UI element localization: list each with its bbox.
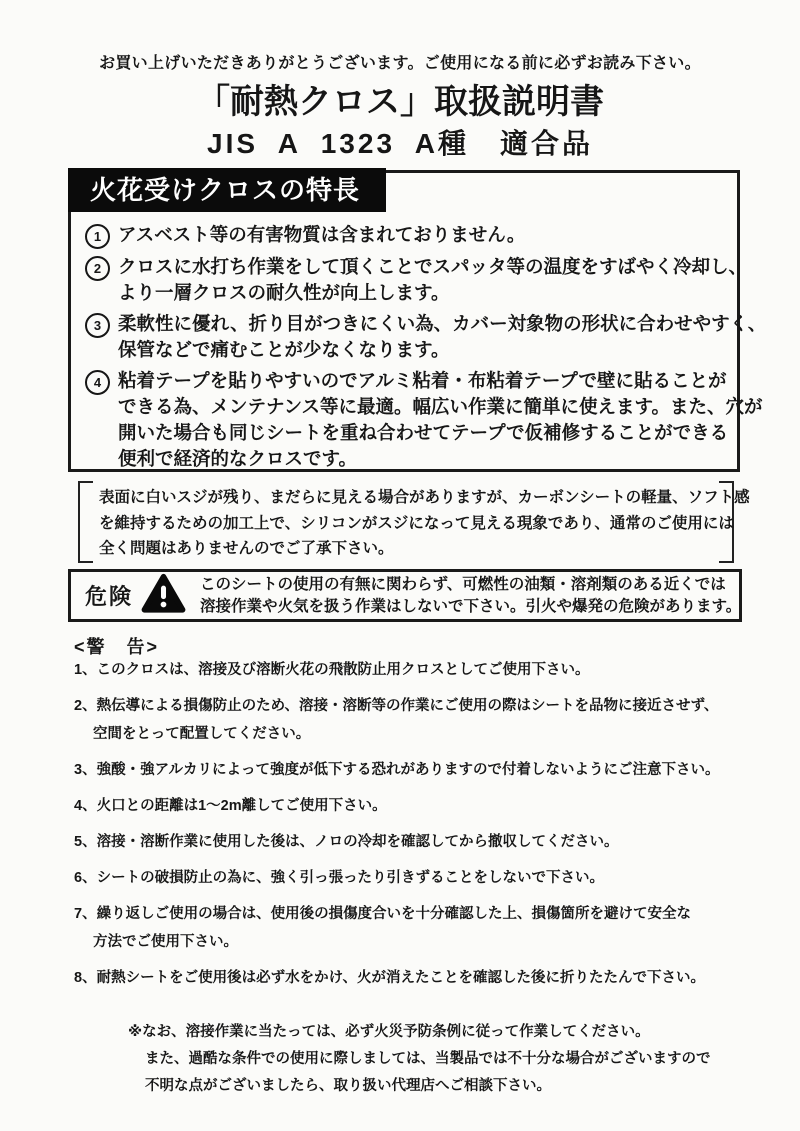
features-header: 火花受けクロスの特長 — [68, 168, 386, 212]
feature-item-3-text: 柔軟性に優れ、折り目がつきにくい為、カバー対象物の形状に合わせやすく、 保管などで痛むことが少なくなります。 — [118, 313, 767, 360]
warning-item-1: 1、このクロスは、溶接及び溶断火花の飛散防止用クロスとしてご使用下さい。 — [74, 662, 590, 678]
warning-item-2: 2、熱伝導による損傷防止のため、溶接・溶断等の作業にご使用の際はシートを品物に接近させず、 空間をとって配置してください。 — [74, 698, 719, 742]
warnings-heading: <警 告> — [74, 637, 160, 657]
warning-triangle-icon — [141, 573, 186, 619]
feature-item-3 — [83, 311, 767, 363]
circled-number-1: 1 — [85, 224, 110, 249]
feature-item-4 — [83, 368, 763, 472]
document-title: 「耐熱クロス」取扱説明書 — [196, 83, 604, 121]
circled-number-2: 2 — [85, 256, 110, 281]
warnings-list — [74, 656, 774, 1000]
warning-item-3: 3、強酸・強アルカリによって強度が低下する恐れがありますので付着しないようにご注意下さい。 — [74, 762, 720, 778]
surface-streaks-note-text: 表面に白いスジが残り、まだらに見える場合がありますが、カーボンシートの軽量、ソフト感 を維持するための加工上で、シリコンがスジになって見える現象であり、通常のご使用には 全く問題はありませんのでご了承下さい。 — [99, 489, 750, 557]
jis-standard-subtitle: JIS A 1323 A種 適合品 — [207, 128, 593, 159]
feature-item-1 — [83, 222, 733, 249]
left-bracket-mark — [78, 481, 93, 563]
greeting-line: お買い上げいただきありがとうございます。ご使用になる前に必ずお読み下さい。 — [99, 55, 701, 72]
feature-item-2 — [83, 254, 748, 306]
warning-item-6: 6、シートの破損防止の為に、強く引っ張ったり引きずることをしないで下さい。 — [74, 870, 605, 886]
warning-item-7: 7、繰り返しご使用の場合は、使用後の損傷度合いを十分確認した上、損傷箇所を避けて安全な 方法でご使用下さい。 — [74, 906, 692, 950]
warning-item-4: 4、火口との距離は1～2m離してご使用下さい。 — [74, 798, 387, 814]
features-list — [83, 222, 767, 477]
circled-number-4: 4 — [85, 370, 110, 395]
feature-item-2-text: クロスに水打ち作業をして頂くことでスパッタ等の温度をすばやく冷却し、 より一層クロスの耐久性が向上します。 — [118, 256, 748, 303]
danger-label: 危険 — [85, 584, 134, 609]
danger-text: このシートの使用の有無に関わらず、可燃性の油類・溶剤類のある近くでは 溶接作業や火気を扱う作業はしないで下さい。引火や爆発の危険があります。 — [200, 575, 742, 615]
feature-item-4-text: 粘着テープを貼りやすいのでアルミ粘着・布粘着テープで壁に貼ることが できる為、メンテナンス等に最適。幅広い作業に簡単に使えます。また、穴が 開いた場合も同じシートを重ね合わせてテープで仮補修することができる 便利で経済的なクロスです。 — [118, 370, 763, 469]
feature-item-1-text: アスベスト等の有害物質は含まれておりません。 — [118, 224, 526, 245]
danger-box — [68, 569, 742, 622]
features-box — [68, 170, 767, 472]
circled-number-3: 3 — [85, 313, 110, 338]
surface-streaks-note — [78, 481, 750, 563]
footnote: ※なお、溶接作業に当たっては、必ず火災予防条例に従って作業してください。 また、過酷な条件での使用に際しましては、当製品では不十分な場合がございますので 不明な点がございましたら、取り扱い代理店へご相談下さい。 — [128, 1024, 711, 1094]
warning-item-5: 5、溶接・溶断作業に使用した後は、ノロの冷却を確認してから撤収してください。 — [74, 834, 619, 850]
warning-item-8: 8、耐熱シートをご使用後は必ず水をかけ、火が消えたことを確認した後に折りたたんで下さい。 — [74, 970, 705, 986]
